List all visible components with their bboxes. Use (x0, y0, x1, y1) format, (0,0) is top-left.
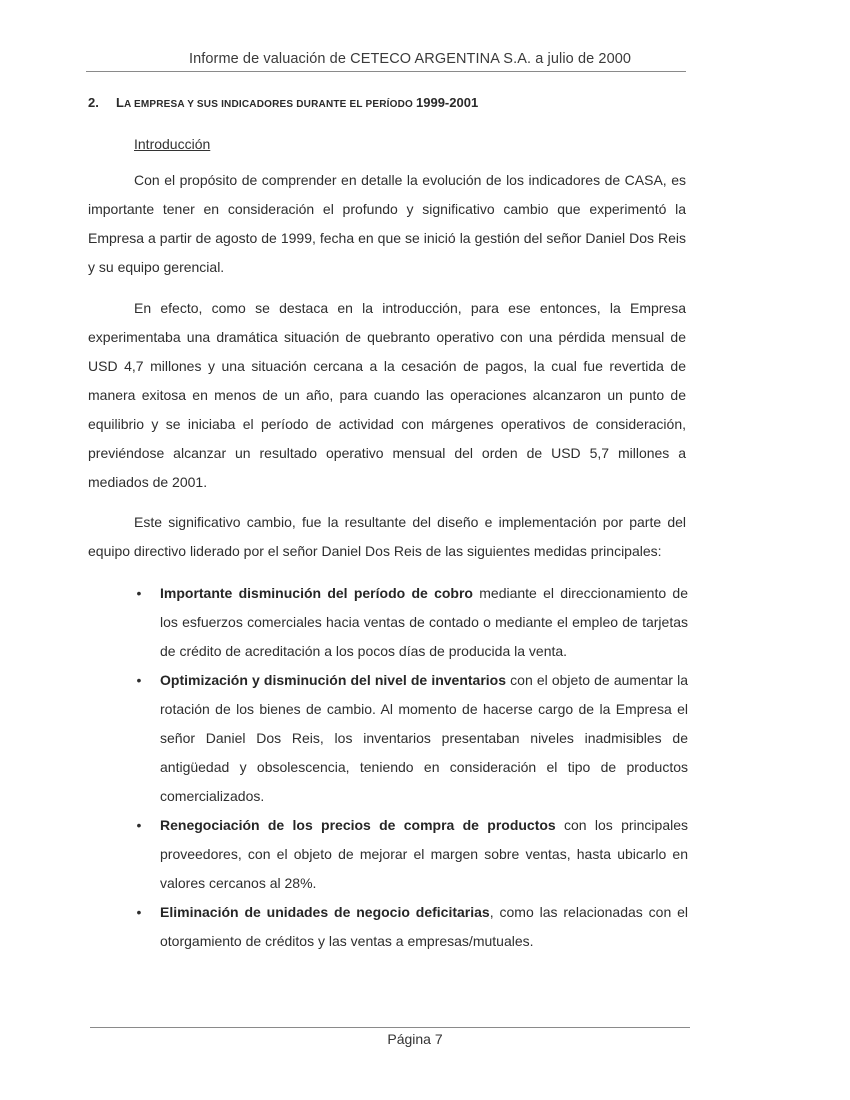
header-title: Informe de valuación de CETECO ARGENTINA S.A. a julio de 2000 (188, 51, 632, 67)
list-item-bold: Optimización y disminución del nivel de inventarios (160, 672, 507, 688)
bullet-icon: • (136, 672, 142, 688)
header-divider (86, 71, 686, 72)
list-item (134, 811, 688, 898)
list-item-text: mediante el direccionamiento de los esfuerzos comerciales hacia ventas de contado o mediante el empleo de tarjetas de crédito de acreditación a los pocos días de producida la venta. (160, 585, 688, 659)
bullet-icon: • (136, 585, 142, 601)
paragraph-3: Este significativo cambio, fue la resultante del diseño e implementación por parte del equipo directivo liderado por el señor Daniel Dos Reis de las siguientes medidas principales: (88, 514, 686, 559)
section-title-initial: L (116, 95, 124, 110)
subheading-introduction: Introducción (134, 136, 211, 152)
list-item-text: , como las relacionadas con el otorgamiento de créditos y las ventas a empresas/mutuales. (160, 904, 689, 949)
footer-divider (90, 1027, 690, 1028)
list-item-bold: Importante disminución del período de cobro (160, 585, 473, 601)
list-item-text: con el objeto de aumentar la rotación de los bienes de cambio. Al momento de hacerse cargo de la Empresa el señor Daniel Dos Reis, los inventarios presentaban niveles inadmisibles de antigüedad y obsolescencia, teniendo en consideración el tipo de productos comercializados. (160, 672, 688, 804)
section-heading (88, 95, 478, 110)
section-number: 2. (88, 95, 99, 110)
list-item-bold: Renegociación de los precios de compra de productos (160, 817, 556, 833)
bullet-icon: • (136, 817, 142, 833)
list-item (134, 898, 688, 956)
paragraph-2: En efecto, como se destaca en la introducción, para ese entonces, la Empresa experimentaba una dramática situación de quebranto operativo con una pérdida mensual de USD 4,7 millones y una situación cercana a la cesación de pagos, la cual fue revertida de manera exitosa en menos de un año, para cuando las operaciones alcanzaron un punto de equilibrio y se iniciaba el período de actividad con márgenes operativos de consideración, previéndose alcanzar un resultado operativo mensual del orden de USD 5,7 millones a mediados de 2001. (88, 300, 686, 490)
section-title-years: 1999-2001 (416, 95, 479, 110)
paragraph-1: Con el propósito de comprender en detalle la evolución de los indicadores de CASA, es importante tener en consideración el profundo y significativo cambio que experimentó la Empresa a partir de agosto de 1999, fecha en que se inició la gestión del señor Daniel Dos Reis y su equipo gerencial. (88, 172, 686, 275)
list-item (134, 666, 688, 811)
bullet-icon: • (136, 904, 142, 920)
list-item-bold: Eliminación de unidades de negocio deficitarias (160, 904, 490, 920)
measures-list (134, 579, 688, 956)
page-number: Página 7 (387, 1031, 443, 1047)
section-title-text: A EMPRESA Y SUS INDICADORES DURANTE EL PERÍODO (123, 99, 416, 110)
list-item-text: con los principales proveedores, con el objeto de mejorar el margen sobre ventas, hasta ubicarlo en valores cercanos al 28%. (160, 817, 688, 891)
list-item (134, 579, 688, 666)
